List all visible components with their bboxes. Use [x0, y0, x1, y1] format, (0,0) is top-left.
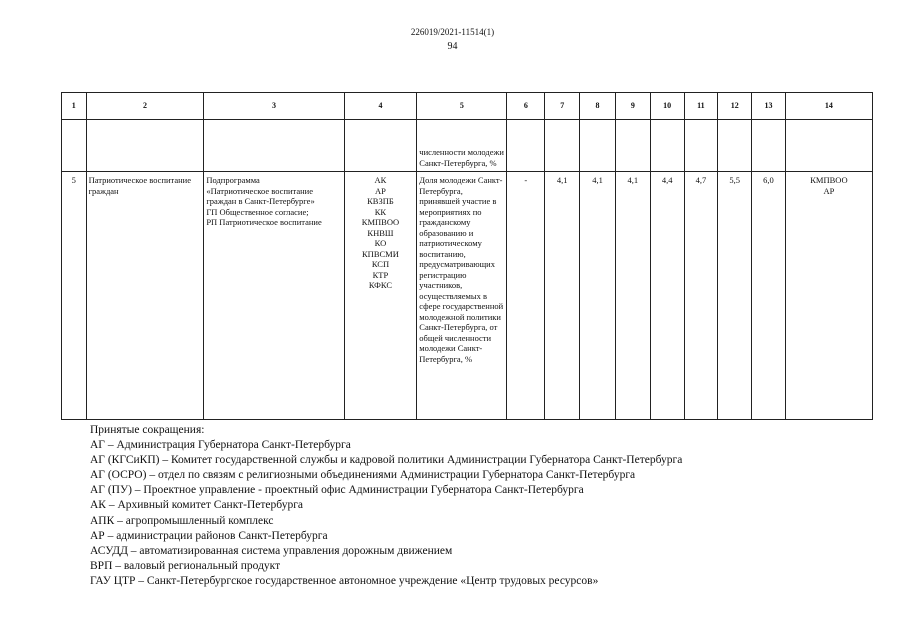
col-header: 13 — [752, 93, 786, 120]
value-cell: 4,4 — [650, 172, 684, 420]
indicator-cell: численности молодежи Санкт-Петербурга, % — [417, 120, 507, 172]
executor: КПВСМИ — [362, 248, 399, 259]
header-row — [62, 93, 873, 120]
responsible-cell — [785, 172, 872, 420]
executor: КФКС — [368, 280, 393, 290]
table-cell — [650, 120, 684, 172]
indicator-cell: Доля молодежи Санкт-Петербурга, принявшей участие в мероприятиях по гражданскому образованию и патриотическому воспитанию, предусматривающих регистрацию участников, осуществляемых в сфере государственной молодежной политики Санкт-Петербурга, от общей численности молодежи Санкт-Петербурга, % — [417, 172, 507, 420]
abbreviations-block — [90, 423, 682, 589]
program-line: ГП Общественное согласие; — [206, 206, 309, 217]
col-header: 9 — [615, 93, 650, 120]
value-cell: 4,7 — [684, 172, 718, 420]
executor: КМПВОО — [361, 217, 400, 227]
value-cell: 4,1 — [545, 172, 580, 420]
col-header: 3 — [204, 93, 344, 120]
abbreviation-item: ГАУ ЦТР – Санкт-Петербургское государственное автономное учреждение «Центр трудовых ресурсов» — [90, 574, 599, 587]
table-cell — [62, 120, 87, 172]
value-cell: 4,1 — [580, 172, 616, 420]
program-table — [61, 92, 873, 420]
abbreviation-item: АПК – агропромышленный комплекс — [90, 514, 274, 527]
program-line: Подпрограмма — [206, 175, 260, 185]
col-header: 12 — [718, 93, 752, 120]
page-number: 94 — [447, 41, 458, 52]
executor: КВЗПБ — [367, 196, 394, 206]
responsible-entry: АР — [823, 185, 835, 196]
table-cell — [545, 120, 580, 172]
executor: АК — [374, 175, 387, 185]
table-cell — [718, 120, 752, 172]
abbreviation-item: АГ (ОСРО) – отдел по связям с религиозными объединениями Администрации Губернатора Санкт-Петербурга — [90, 469, 636, 482]
table-cell — [615, 120, 650, 172]
program-cell — [204, 172, 344, 420]
value-cell: 6,0 — [752, 172, 786, 420]
col-header: 7 — [545, 93, 580, 120]
executor: КК — [374, 206, 387, 217]
col-header: 8 — [580, 93, 616, 120]
abbreviation-item: АГ – Администрация Губернатора Санкт-Петербурга — [90, 439, 351, 452]
executor: КНВШ — [367, 227, 394, 238]
executor: КСП — [371, 259, 390, 269]
table-cell — [580, 120, 616, 172]
col-header: 6 — [507, 93, 545, 120]
abbreviation-item: АР – администрации районов Санкт-Петербурга — [90, 529, 328, 542]
abbreviation-item: АГ (ПУ) – Проектное управление - проектный офис Администрации Губернатора Санкт-Петербурга — [90, 484, 584, 497]
table-row-continuation — [62, 120, 873, 172]
col-header: 11 — [684, 93, 718, 120]
value-cell: 5,5 — [718, 172, 752, 420]
executor: АР — [375, 185, 386, 196]
col-header: 4 — [344, 93, 417, 120]
col-header: 5 — [417, 93, 507, 120]
table-cell — [752, 120, 786, 172]
abbreviation-item: ВРП – валовый региональный продукт — [90, 559, 281, 572]
table-cell — [86, 120, 204, 172]
program-line: РП Патриотическое воспитание — [206, 217, 322, 227]
table-cell — [204, 120, 344, 172]
abbreviation-item: АК – Архивный комитет Санкт-Петербурга — [90, 499, 304, 512]
value-cell: - — [507, 172, 545, 420]
executor: КО — [374, 238, 387, 248]
abbreviations-title: Принятые сокращения: — [90, 424, 205, 436]
col-header: 14 — [785, 93, 872, 120]
col-header: 2 — [86, 93, 204, 120]
value-cell: 4,1 — [615, 172, 650, 420]
document-id: 226019/2021-11514(1) — [410, 27, 495, 37]
table-cell — [507, 120, 545, 172]
row-number: 5 — [62, 172, 87, 420]
table-row — [62, 172, 873, 420]
abbreviation-item: АГ (КГСиКП) – Комитет государственной службы и кадровой политики Администрации Губернатора Санкт-Петербурга — [90, 454, 683, 467]
table-cell — [684, 120, 718, 172]
abbreviation-item: АСУДД – автоматизированная система управления дорожным движением — [90, 544, 453, 557]
col-header: 1 — [62, 93, 87, 120]
responsible-entry: КМПВОО — [810, 175, 848, 185]
program-line: «Патриотическое воспитание граждан в Санкт-Петербурге» — [206, 185, 315, 206]
table-cell — [785, 120, 872, 172]
executors-cell — [344, 172, 417, 420]
col-header: 10 — [650, 93, 684, 120]
direction-name: Патриотическое воспитание граждан — [86, 172, 204, 420]
table-cell — [344, 120, 417, 172]
executor: КТР — [372, 269, 389, 280]
